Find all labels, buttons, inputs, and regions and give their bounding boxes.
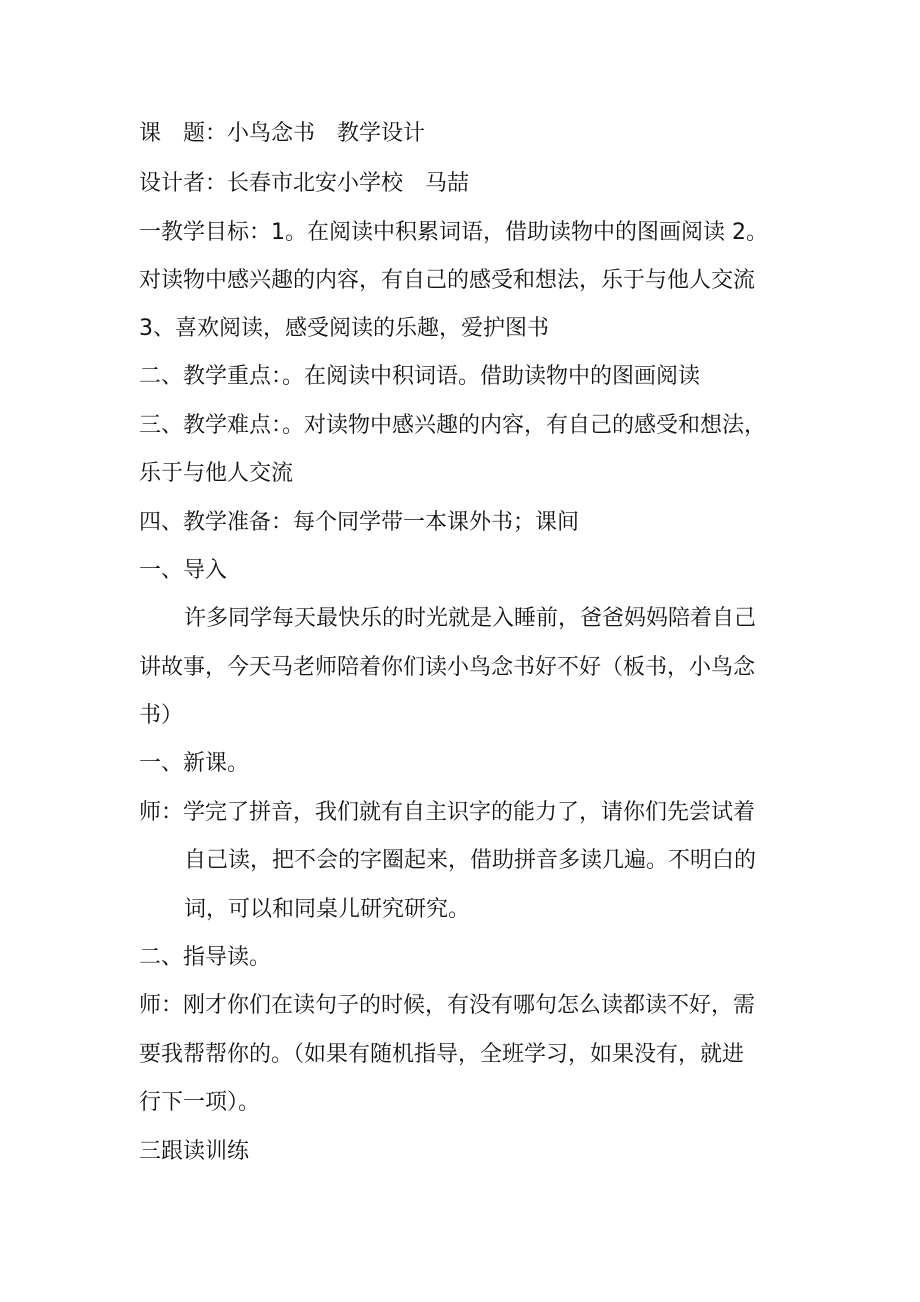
teacher-paragraph-1-line-1: 师：学完了拼音，我们就有自主识字的能力了，请你们先尝试着 xyxy=(139,800,756,825)
teacher-paragraph-1-line-3: 词，可以和同桌儿研究研究。 xyxy=(184,897,471,922)
section-intro-heading: 一、导入 xyxy=(139,558,228,583)
objectives-line-1: 一教学目标：1。在阅读中积累词语，借助读物中的图画阅读 2。 xyxy=(139,220,768,245)
section-follow-reading-heading: 三跟读训练 xyxy=(139,1139,250,1164)
designer-line: 设计者：长春市北安小学校 马喆 xyxy=(139,171,470,196)
difficulties-line-2: 乐于与他人交流 xyxy=(139,461,294,486)
intro-paragraph-line-3: 书） xyxy=(139,703,184,728)
teacher-paragraph-2-line-1: 师：刚才你们在读句子的时候，有没有哪句怎么读都读不好，需 xyxy=(139,993,756,1018)
intro-paragraph-line-1: 许多同学每天最快乐的时光就是入睡前，爸爸妈妈陪着自己 xyxy=(184,606,757,631)
title-line: 课 题：小鸟念书 教学设计 xyxy=(139,121,426,146)
objectives-line-2: 对读物中感兴趣的内容，有自己的感受和想法，乐于与他人交流 xyxy=(139,268,756,293)
section-guided-reading-heading: 二、指导读。 xyxy=(139,945,272,970)
difficulties-line-1: 三、教学难点：。对读物中感兴趣的内容，有自己的感受和想法， xyxy=(139,413,767,438)
teacher-paragraph-2-line-3: 行下一项）。 xyxy=(139,1090,261,1115)
intro-paragraph-line-2: 讲故事，今天马老师陪着你们读小鸟念书好不好（板书，小鸟念 xyxy=(139,655,756,680)
objectives-line-3: 3、喜欢阅读，感受阅读的乐趣，爱护图书 xyxy=(139,316,549,341)
key-points-line: 二、教学重点：。在阅读中积词语。借助读物中的图画阅读 xyxy=(139,364,701,389)
teacher-paragraph-1-line-2: 自己读，把不会的字圈起来，借助拼音多读几遍。不明白的 xyxy=(184,848,757,873)
preparation-line: 四、教学准备：每个同学带一本课外书；课间 xyxy=(139,510,580,535)
section-new-lesson-heading: 一、新课。 xyxy=(139,751,250,776)
teacher-paragraph-2-line-2: 要我帮帮你的。（如果有随机指导，全班学习，如果没有，就进 xyxy=(139,1042,745,1067)
